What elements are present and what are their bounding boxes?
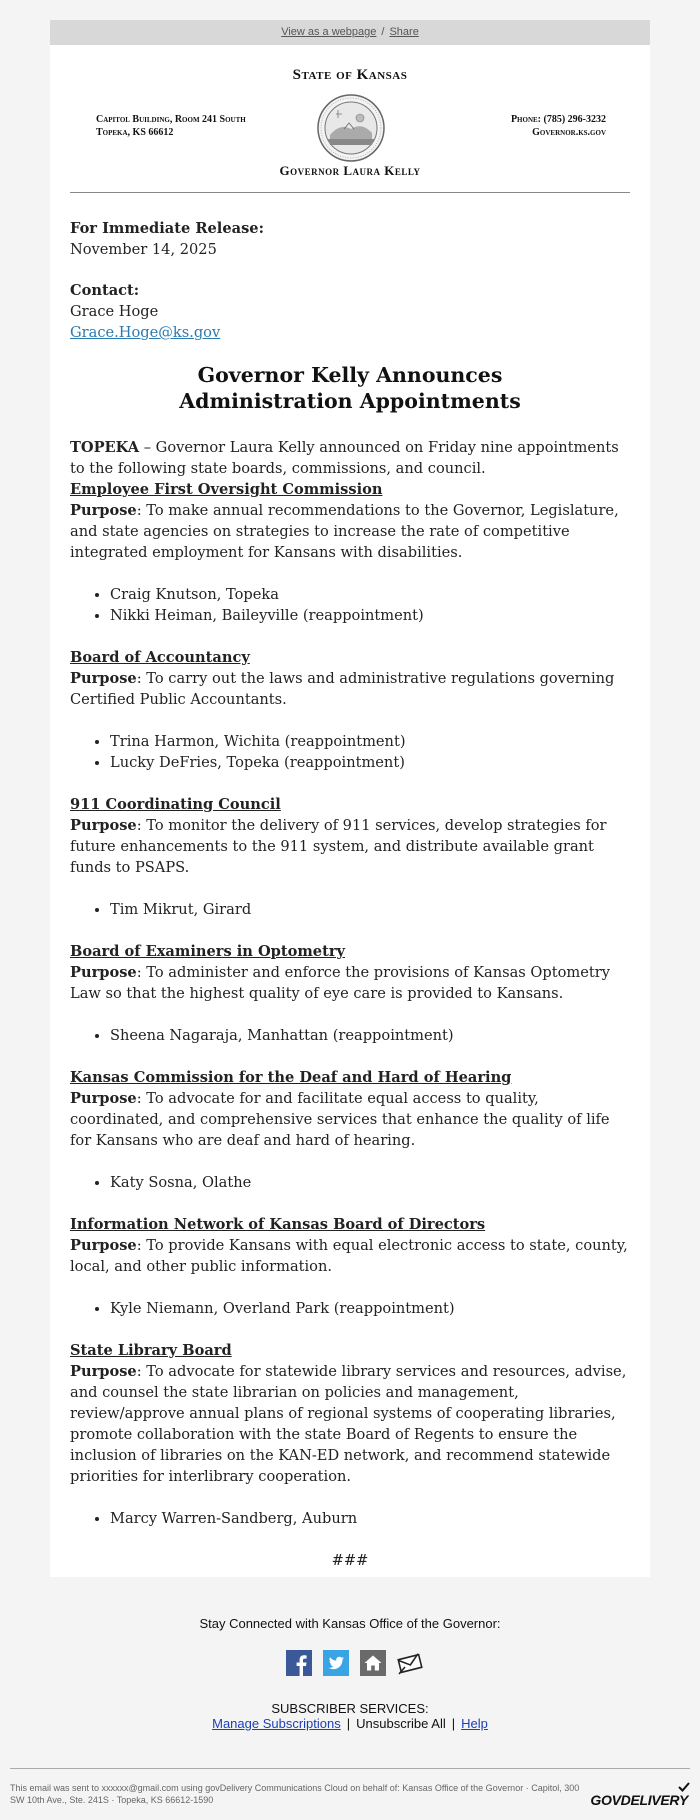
board-purpose bbox=[70, 962, 630, 1004]
letterhead-divider bbox=[70, 192, 630, 193]
appointee-item: • Marcy Warren-Sandberg, Auburn bbox=[110, 1508, 630, 1529]
board-section bbox=[70, 479, 630, 626]
contact-email-link[interactable]: Grace.Hoge@ks.gov bbox=[70, 324, 221, 341]
headline-line-1: Governor Kelly Announces bbox=[197, 363, 503, 387]
appointee-list bbox=[70, 1508, 630, 1529]
board-purpose bbox=[70, 1088, 630, 1151]
appointee-item: • Craig Knutson, Topeka bbox=[110, 584, 630, 605]
appointee-list bbox=[70, 899, 630, 920]
contact-name: Grace Hoge bbox=[70, 303, 159, 320]
checkmark-icon bbox=[678, 1782, 690, 1792]
facebook-icon[interactable] bbox=[286, 1650, 312, 1676]
board-purpose bbox=[70, 500, 630, 563]
purpose-label: Purpose bbox=[70, 1363, 137, 1380]
subscriber-services-heading: SUBSCRIBER SERVICES: bbox=[271, 1701, 429, 1716]
view-as-webpage-bar bbox=[50, 20, 650, 45]
unsubscribe-all-link[interactable]: Unsubscribe All bbox=[356, 1716, 446, 1731]
purpose-text: : To carry out the laws and administrative regulations governing Certified Public Accountants. bbox=[70, 670, 615, 708]
appointee-list bbox=[70, 731, 630, 773]
manage-subscriptions-link[interactable]: Manage Subscriptions bbox=[212, 1716, 341, 1731]
letterhead-phone: Phone: (785) 296-3232 bbox=[510, 114, 606, 125]
purpose-label: Purpose bbox=[70, 1237, 137, 1254]
twitter-icon[interactable] bbox=[323, 1650, 349, 1676]
footer-fineprint: This email was sent to xxxxxx@gmail.com using govDelivery Communications Cloud on behalf of: Kansas Office of the Governor · Capitol, 300 SW 10th Ave., Ste. 241S · Topeka, KS 66612-1590 bbox=[10, 1783, 580, 1805]
subscriber-links bbox=[0, 1716, 700, 1731]
purpose-text: : To administer and enforce the provisions of Kansas Optometry Law so that the highest quality of eye care is provided to Kansans. bbox=[70, 964, 610, 1002]
purpose-label: Purpose bbox=[70, 817, 137, 834]
board-title: Employee First Oversight Commission bbox=[70, 481, 383, 498]
purpose-label: Purpose bbox=[70, 1090, 137, 1107]
home-icon[interactable] bbox=[360, 1650, 386, 1676]
view-as-webpage-link[interactable]: View as a webpage bbox=[281, 26, 377, 38]
purpose-label: Purpose bbox=[70, 502, 137, 519]
contact-label: Contact: bbox=[70, 282, 140, 299]
appointee-item: • Tim Mikrut, Girard bbox=[110, 899, 630, 920]
press-release-card bbox=[50, 45, 650, 1577]
appointee-list bbox=[70, 1298, 630, 1319]
board-section bbox=[70, 1340, 630, 1529]
headline-line-2: Administration Appointments bbox=[179, 389, 521, 413]
footer-divider bbox=[10, 1768, 690, 1769]
board-section bbox=[70, 1067, 630, 1193]
letterhead-website: Governor.ks.gov bbox=[532, 127, 606, 138]
board-purpose bbox=[70, 1235, 630, 1277]
email-icon[interactable] bbox=[397, 1650, 423, 1676]
purpose-text: : To make annual recommendations to the Governor, Legislature, and state agencies on strategies to increase the rate of competitive integrated employment for Kansans with disabilities. bbox=[70, 502, 619, 561]
letterhead bbox=[50, 45, 650, 195]
purpose-text: : To monitor the delivery of 911 services, develop strategies for future enhancements to the 911 system, and distribute available grant funds to PSAPS. bbox=[70, 817, 607, 876]
board-title: Kansas Commission for the Deaf and Hard of Hearing bbox=[70, 1069, 512, 1086]
release-label: For Immediate Release: bbox=[70, 220, 264, 237]
intro-text: – Governor Laura Kelly announced on Friday nine appointments to the following state boards, commissions, and council. bbox=[70, 439, 619, 477]
letterhead-governor-name: Governor Laura Kelly bbox=[279, 163, 421, 178]
appointee-item: • Nikki Heiman, Baileyville (reappointment) bbox=[110, 605, 630, 626]
appointee-item: • Trina Harmon, Wichita (reappointment) bbox=[110, 731, 630, 752]
board-title: Information Network of Kansas Board of Directors bbox=[70, 1216, 486, 1233]
letterhead-contact bbox=[511, 113, 606, 139]
purpose-text: : To advocate for statewide library services and resources, advise, and counsel the state librarian on policies and management, review/approve annual plans of regional systems of cooperating libraries, promote collaboration with the state Board of Regents to ensure the inclusion of libraries on the KAN-ED network, and recommend statewide priorities for interlibrary cooperation. bbox=[70, 1363, 627, 1485]
help-link[interactable]: Help bbox=[461, 1716, 488, 1731]
board-section bbox=[70, 647, 630, 773]
headline bbox=[70, 362, 630, 414]
appointee-item: • Sheena Nagaraja, Manhattan (reappointment) bbox=[110, 1025, 630, 1046]
govdelivery-logo-text: GOVDELIVERY bbox=[590, 1792, 688, 1808]
intro-paragraph bbox=[70, 437, 630, 479]
letterhead-address bbox=[96, 113, 246, 139]
appointee-item: • Katy Sosna, Olathe bbox=[110, 1172, 630, 1193]
board-section bbox=[70, 941, 630, 1046]
purpose-label: Purpose bbox=[70, 964, 137, 981]
purpose-text: : To provide Kansans with equal electronic access to state, county, local, and other public information. bbox=[70, 1237, 628, 1275]
stay-connected-text: Stay Connected with Kansas Office of the Governor: bbox=[199, 1616, 501, 1631]
board-section bbox=[70, 794, 630, 920]
board-title: Board of Examiners in Optometry bbox=[70, 943, 346, 960]
appointee-list bbox=[70, 584, 630, 626]
address-line-1: Capitol Building, Room 241 South bbox=[96, 114, 246, 125]
board-section bbox=[70, 1214, 630, 1319]
link-separator: | bbox=[451, 1716, 456, 1731]
share-link[interactable]: Share bbox=[389, 26, 419, 38]
release-body bbox=[70, 218, 630, 1571]
govdelivery-logo[interactable] bbox=[590, 1792, 688, 1808]
purpose-text: : To advocate for and facilitate equal access to quality, coordinated, and comprehensive services that enhance the quality of life for Kansans who are deaf and hard of hearing. bbox=[70, 1090, 610, 1149]
end-mark: ### bbox=[331, 1552, 369, 1569]
appointee-item: • Lucky DeFries, Topeka (reappointment) bbox=[110, 752, 630, 773]
social-icons bbox=[286, 1650, 429, 1676]
kansas-state-seal-icon bbox=[316, 93, 386, 163]
board-purpose bbox=[70, 1361, 630, 1487]
appointee-list bbox=[70, 1172, 630, 1193]
purpose-label: Purpose bbox=[70, 670, 137, 687]
appointee-list bbox=[70, 1025, 630, 1046]
dateline: TOPEKA bbox=[70, 439, 140, 456]
topbar-separator: / bbox=[381, 26, 385, 38]
board-purpose bbox=[70, 668, 630, 710]
board-title: 911 Coordinating Council bbox=[70, 796, 281, 813]
board-title: State Library Board bbox=[70, 1342, 232, 1359]
link-separator: | bbox=[346, 1716, 351, 1731]
board-title: Board of Accountancy bbox=[70, 649, 250, 666]
address-line-2: Topeka, KS 66612 bbox=[96, 127, 174, 138]
sections-list bbox=[70, 479, 630, 1529]
appointee-item: • Kyle Niemann, Overland Park (reappointment) bbox=[110, 1298, 630, 1319]
letterhead-state-title: State of Kansas bbox=[292, 67, 408, 83]
release-date: November 14, 2025 bbox=[70, 241, 217, 258]
board-purpose bbox=[70, 815, 630, 878]
